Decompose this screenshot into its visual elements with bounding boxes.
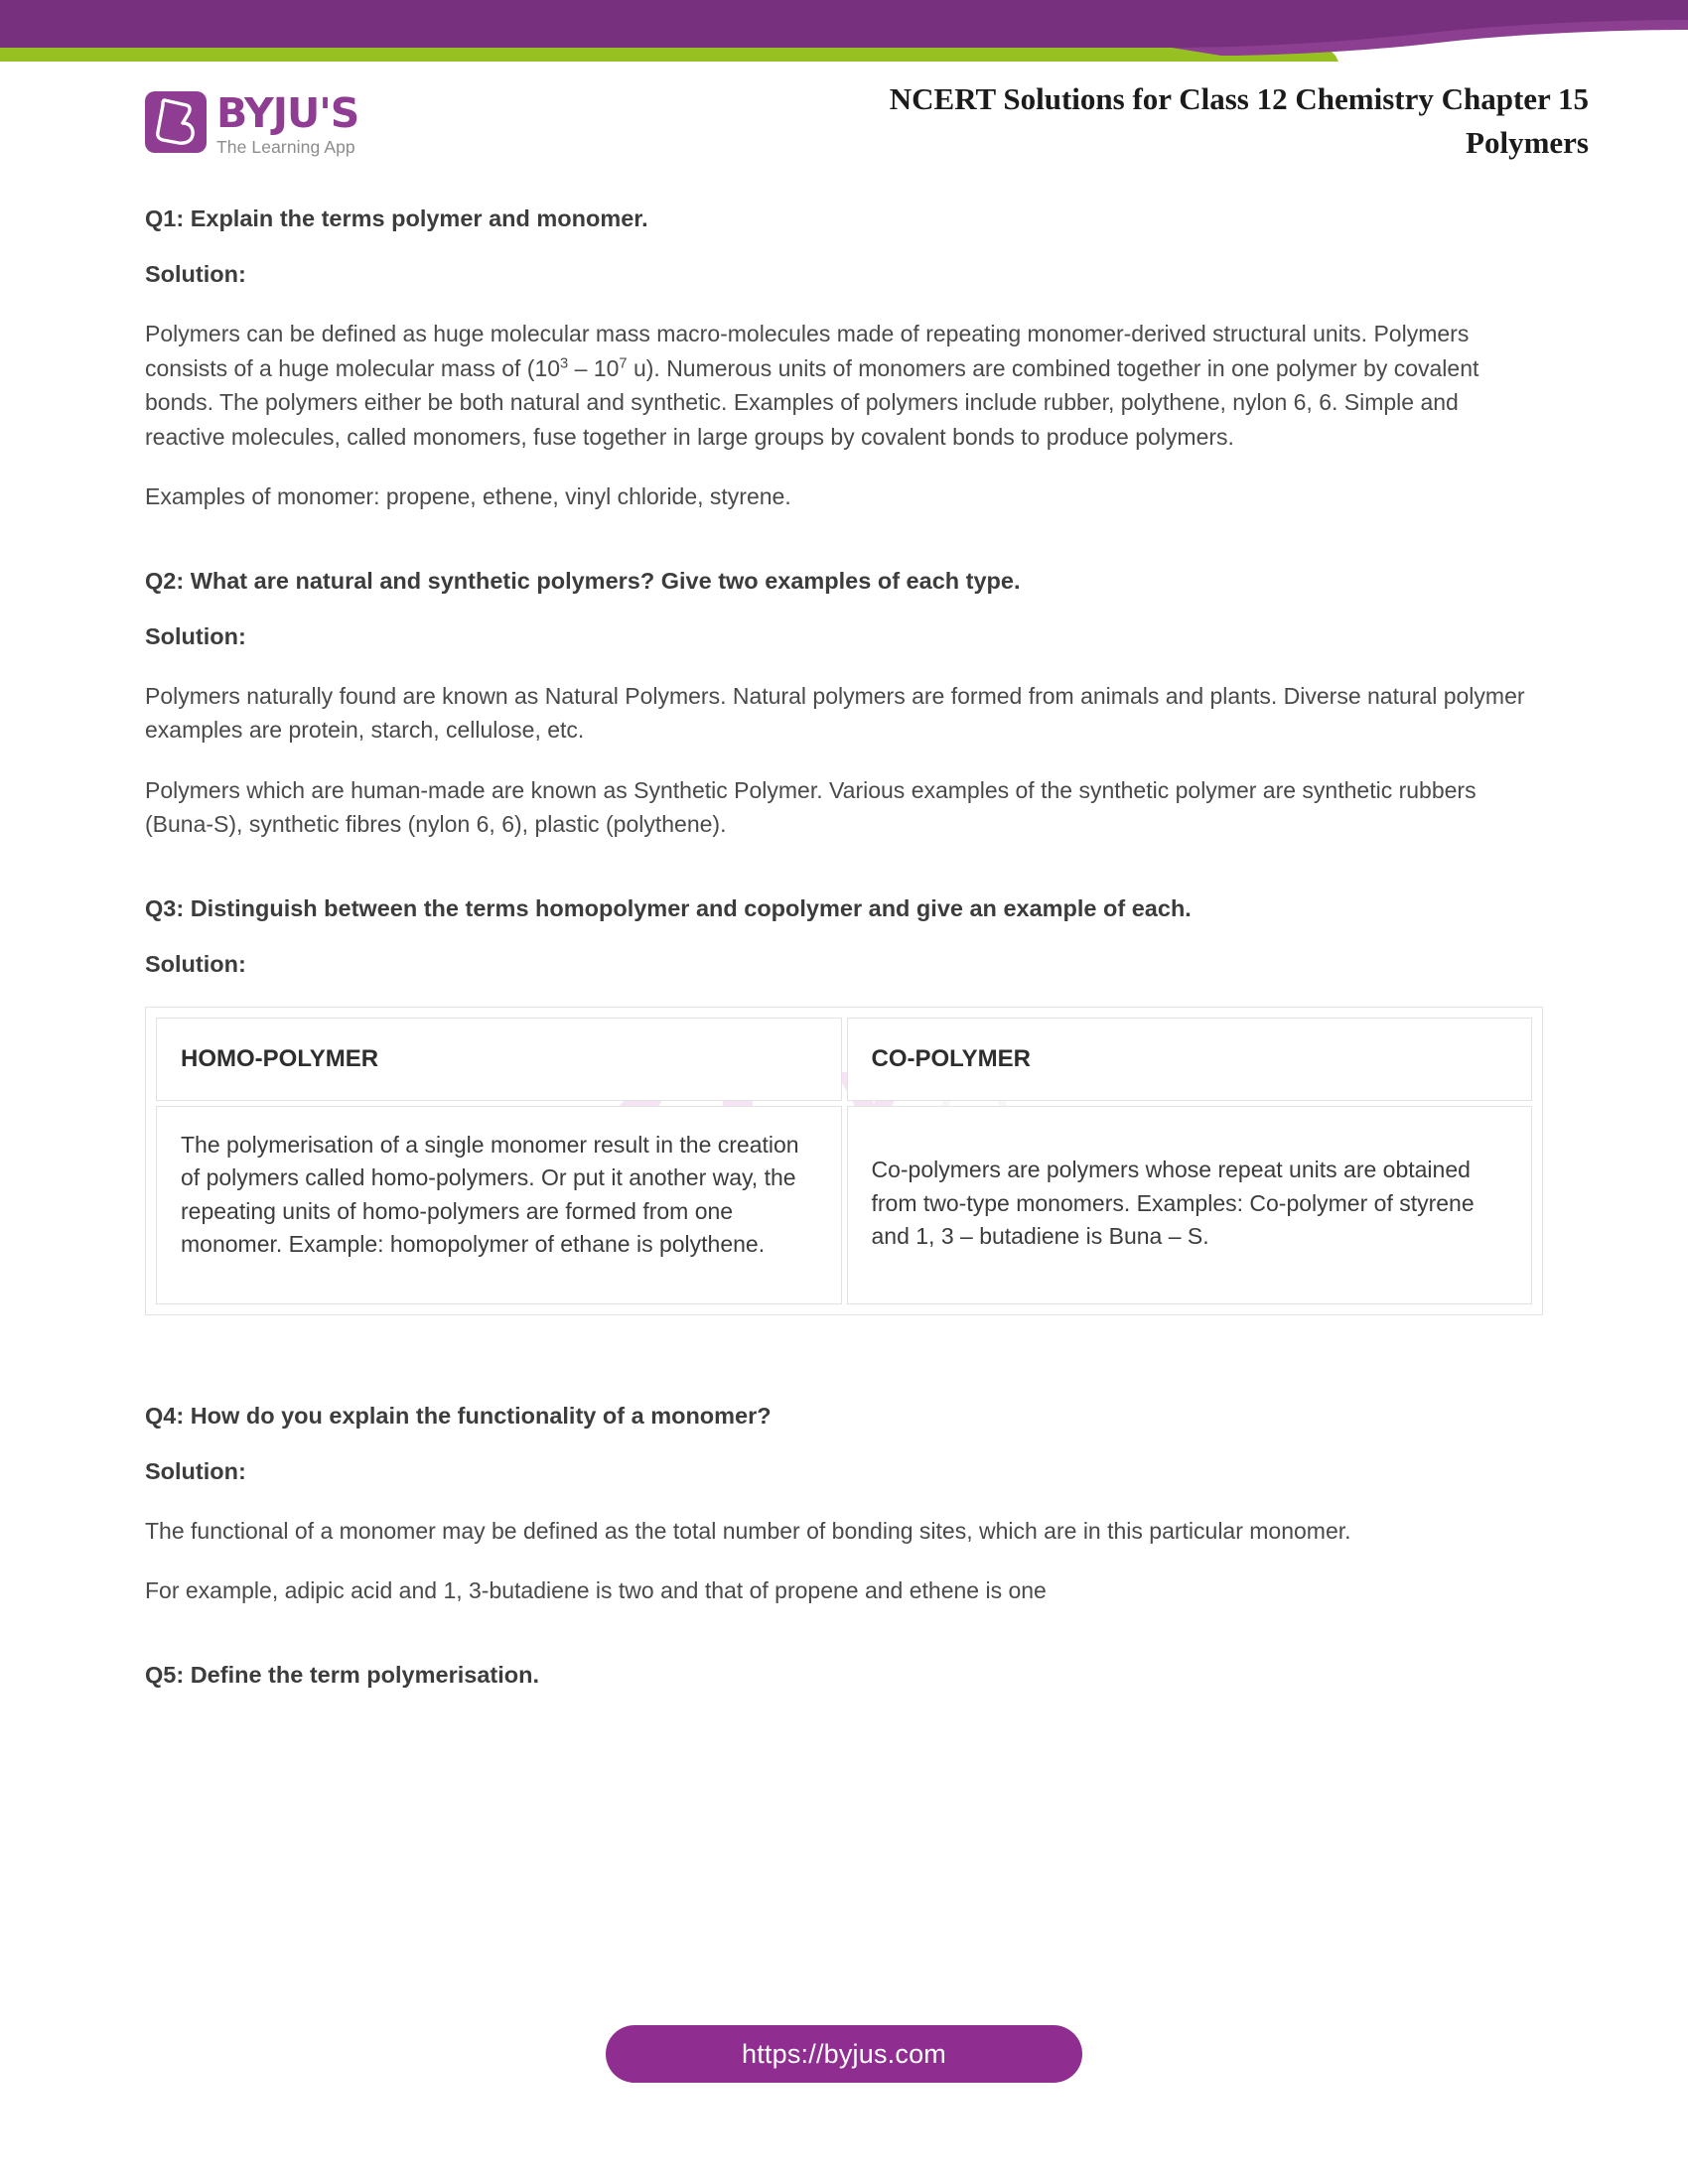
question-block-q5 [145,1660,1543,1690]
question-block-q2 [145,566,1543,842]
q3-question: Q3: Distinguish between the terms homopolymer and copolymer and give an example of each. [145,894,1192,921]
table-header-homopolymer: HOMO-POLYMER [156,1018,842,1101]
logo-b-icon [153,97,199,147]
comparison-table-wrapper [145,1007,1543,1315]
q1-paragraph-2: Examples of monomer: propene, ethene, vinyl chloride, styrene. [145,483,791,509]
question-block-q3 [145,893,1543,1315]
q4-question: Q4: How do you explain the functionality of a monomer? [145,1402,772,1429]
table-row [156,1106,1532,1304]
spacer-q4-q5 [145,1608,1543,1660]
spacer-q3-q4 [145,1315,1543,1367]
q4-paragraph-2: For example, adipic acid and 1, 3-butadiene is two and that of propene and ethene is one [145,1577,1047,1603]
byjus-logo [145,91,358,157]
table-header-row [156,1018,1532,1101]
q1-p1-mid: – 10 [568,354,620,381]
footer-url-button[interactable] [606,2025,1082,2083]
q1-question: Q1: Explain the terms polymer and monomer. [145,205,648,231]
q2-question: Q2: What are natural and synthetic polymers? Give two examples of each type. [145,567,1021,594]
table-cell-homopolymer: The polymerisation of a single monomer result in the creation of polymers called homo-polymers. Or put it another way, the repeating units of homo-polymers are formed from one monomer. Example: homopolymer of ethane is polythene. [156,1106,842,1304]
document-content [145,204,1543,1715]
byjus-logo-mark [145,91,207,153]
q2-paragraph-2: Polymers which are human-made are known as Synthetic Polymer. Various examples of the synthetic polymer are synthetic rubbers (Buna-S), synthetic fibres (nylon 6, 6), plastic (polythene). [145,776,1477,837]
spacer-q3-q4-extra [145,1367,1543,1401]
byjus-logo-text [216,91,358,157]
banner-shapes [0,0,1688,69]
q1-p1-sup1: 3 [560,354,569,371]
question-block-q4 [145,1401,1543,1608]
question-block-q1 [145,204,1543,514]
q3-solution-label: Solution: [145,950,246,977]
comparison-table [151,1013,1537,1309]
page-title [596,77,1589,165]
q1-solution-label: Solution: [145,261,246,287]
q1-p1-tail: u). Numerous units of monomers are combined together in one polymer by covalent bonds. The polymers either be both natural and synthetic. Examples of polymers include rubber, polythene, nylon 6, 6. Simple and reactive molecules, called monomers, fuse together in large groups by covalent bonds to produce polymers. [145,354,1479,450]
page-title-line2: Polymers [1466,125,1589,160]
spacer-q2-q3 [145,842,1543,893]
q1-p1-a: Polymers can be defined as huge molecular mass macro-molecules made of repeating monomer-derived structural units. Polymers consists of a huge molecular mass of (10 [145,321,1470,381]
page-title-line1: NCERT Solutions for Class 12 Chemistry Chapter 15 [889,81,1589,116]
table-cell-copolymer: Co-polymers are polymers whose repeat units are obtained from two-type monomers. Examples: Co-polymer of styrene and 1, 3 – butadiene is Buna – S. [847,1106,1533,1304]
header-banner [0,0,1688,69]
q5-question: Q5: Define the term polymerisation. [145,1661,539,1688]
q4-solution-label: Solution: [145,1457,246,1484]
q4-paragraph-1: The functional of a monomer may be defined as the total number of bonding sites, which are in this particular monomer. [145,1517,1351,1544]
footer-url-label: https://byjus.com [742,2038,946,2069]
q1-p1-sup2: 7 [619,354,628,371]
spacer-q1-q2 [145,514,1543,566]
q2-solution-label: Solution: [145,622,246,649]
byjus-brand-name: BYJU'S [216,89,359,137]
q1-paragraph-1 [145,317,1543,454]
byjus-tagline: The Learning App [216,137,355,157]
table-header-copolymer: CO-POLYMER [847,1018,1533,1101]
q2-paragraph-1: Polymers naturally found are known as Natural Polymers. Natural polymers are formed from animals and plants. Diverse natural polymer examples are protein, starch, cellulose, etc. [145,682,1525,743]
